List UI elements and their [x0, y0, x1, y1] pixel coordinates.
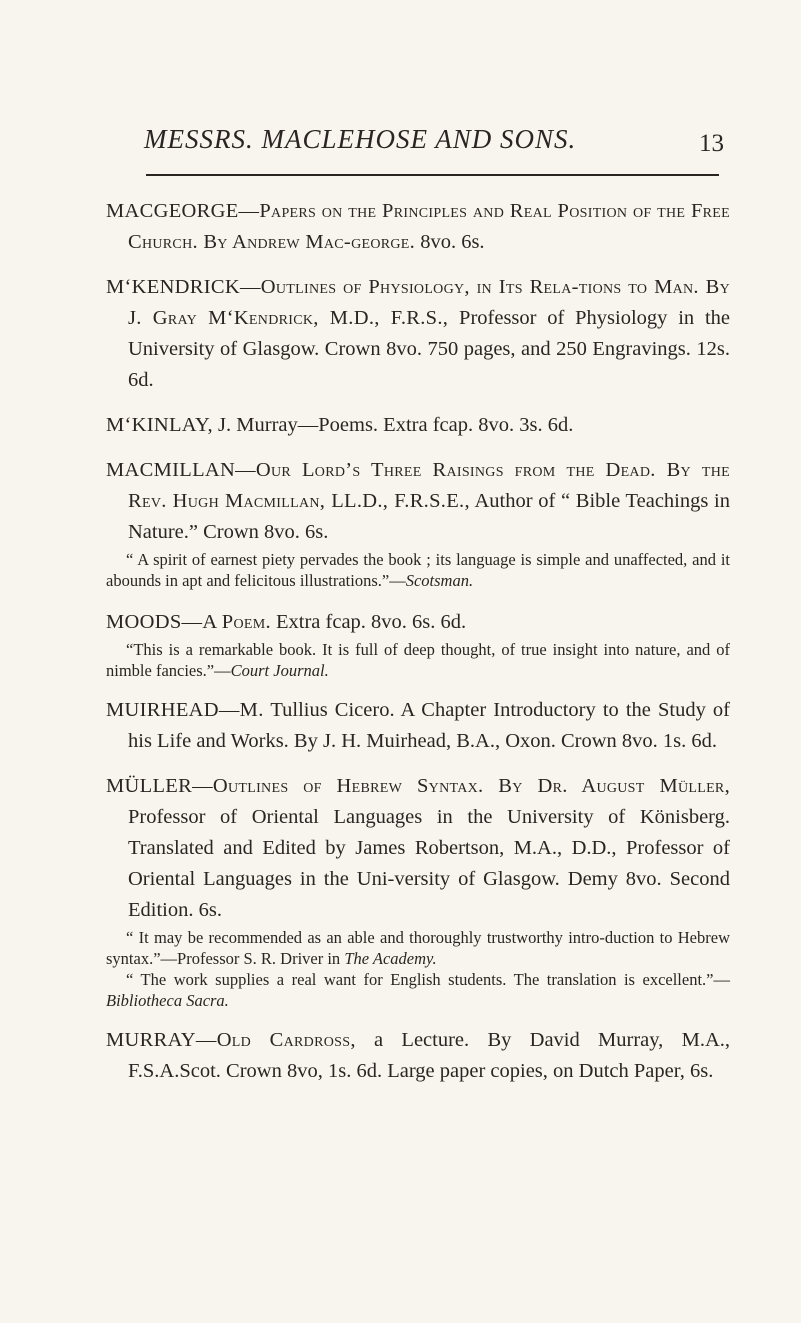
catalogue-entry	[106, 1025, 730, 1087]
entry-details: Extra fcap. 8vo. 6s. 6d.	[276, 611, 467, 633]
entry-details: Professor of Physiology in the University of Glasgow. Crown 8vo. 750 pages, and 250 Engravings. 12s. 6d.	[128, 307, 731, 391]
entry-heading: MÜLLER—Outlines of Hebrew Syntax. By Dr. August Müller,	[106, 775, 730, 797]
entry-heading: M‘KINLAY,	[106, 414, 213, 436]
entry-body	[106, 272, 730, 396]
catalogue-entry	[106, 607, 730, 681]
review-quote	[106, 969, 730, 1011]
quote-text: “ The work supplies a real want for English students. The translation is excellent.”—	[126, 970, 730, 989]
entry-heading: MACMILLAN—Our Lord’s Three Raisings from the Dead. By the Rev. Hugh Macmillan, LL.D., F.R.S.E.,	[106, 459, 730, 512]
review-quote	[106, 639, 730, 681]
quote-source: Scotsman.	[405, 571, 474, 590]
page-number: 13	[699, 130, 724, 157]
header-title: MESSRS. MACLEHOSE AND SONS.	[144, 124, 577, 154]
catalogue-entries	[106, 182, 730, 1087]
entry-details: a Lecture. By David Murray, M.A., F.S.A.Scot. Crown 8vo, 1s. 6d. Large paper copies, on Dutch Paper, 6s.	[128, 1029, 731, 1082]
catalogue-entry	[106, 410, 730, 441]
entry-body	[106, 607, 730, 638]
quote-text: “This is a remarkable book. It is full of deep thought, of true insight into nature, and of nimble fancies.”—	[106, 640, 730, 680]
quote-text: “ A spirit of earnest piety pervades the book ; its language is simple and unaffected, and it abounds in apt and felicitous illustrations.”—	[106, 550, 730, 590]
catalogue-entry	[106, 771, 730, 1011]
entry-heading: MUIRHEAD—M.	[106, 699, 264, 721]
entry-body	[106, 695, 730, 757]
catalogue-entry	[106, 272, 730, 396]
quote-source: The Academy.	[344, 949, 437, 968]
entry-body	[106, 196, 730, 258]
entry-details: 8vo. 6s.	[420, 231, 485, 253]
quote-source: Court Journal.	[230, 661, 329, 680]
entry-body	[106, 771, 730, 926]
header-rule	[146, 174, 719, 176]
quote-source: Bibliotheca Sacra.	[106, 991, 229, 1010]
review-quote	[106, 549, 730, 591]
quote-text: “ It may be recommended as an able and thoroughly trustworthy intro-duction to Hebrew syntax.”—Professor S. R. Driver in	[106, 928, 730, 968]
entry-body	[106, 410, 730, 441]
entry-heading: M‘KENDRICK—Outlines of Physiology, in Its Rela-tions to Man. By J. Gray M‘Kendrick, M.D., F.R.S.,	[106, 276, 730, 329]
entry-details: Professor of Oriental Languages in the University of Könisberg. Translated and Edited by James Robertson, M.A., D.D., Professor of Oriental Languages in the Uni-versity of Glasgow. Demy 8vo. Second Edition. 6s.	[128, 806, 730, 921]
entry-details: Tullius Cicero. A Chapter Introductory to the Study of his Life and Works. By J. H. Muirhead, B.A., Oxon. Crown 8vo. 1s. 6d.	[128, 699, 730, 752]
entry-details: J. Murray—Poems. Extra fcap. 8vo. 3s. 6d.	[218, 414, 574, 436]
catalogue-entry	[106, 196, 730, 258]
entry-heading: MACGEORGE—Papers on the Principles and Real Position of the Free Church. By Andrew Mac-george.	[106, 200, 730, 253]
catalogue-entry	[106, 695, 730, 757]
entry-body	[106, 455, 730, 548]
entry-heading: MOODS—A Poem.	[106, 611, 271, 633]
entry-heading: MURRAY—Old Cardross,	[106, 1029, 356, 1051]
entry-body	[106, 1025, 730, 1087]
catalogue-entry	[106, 455, 730, 591]
review-quote	[106, 927, 730, 969]
entry-details: Author of “ Bible Teachings in Nature.” Crown 8vo. 6s.	[128, 490, 730, 543]
running-header	[144, 124, 724, 164]
